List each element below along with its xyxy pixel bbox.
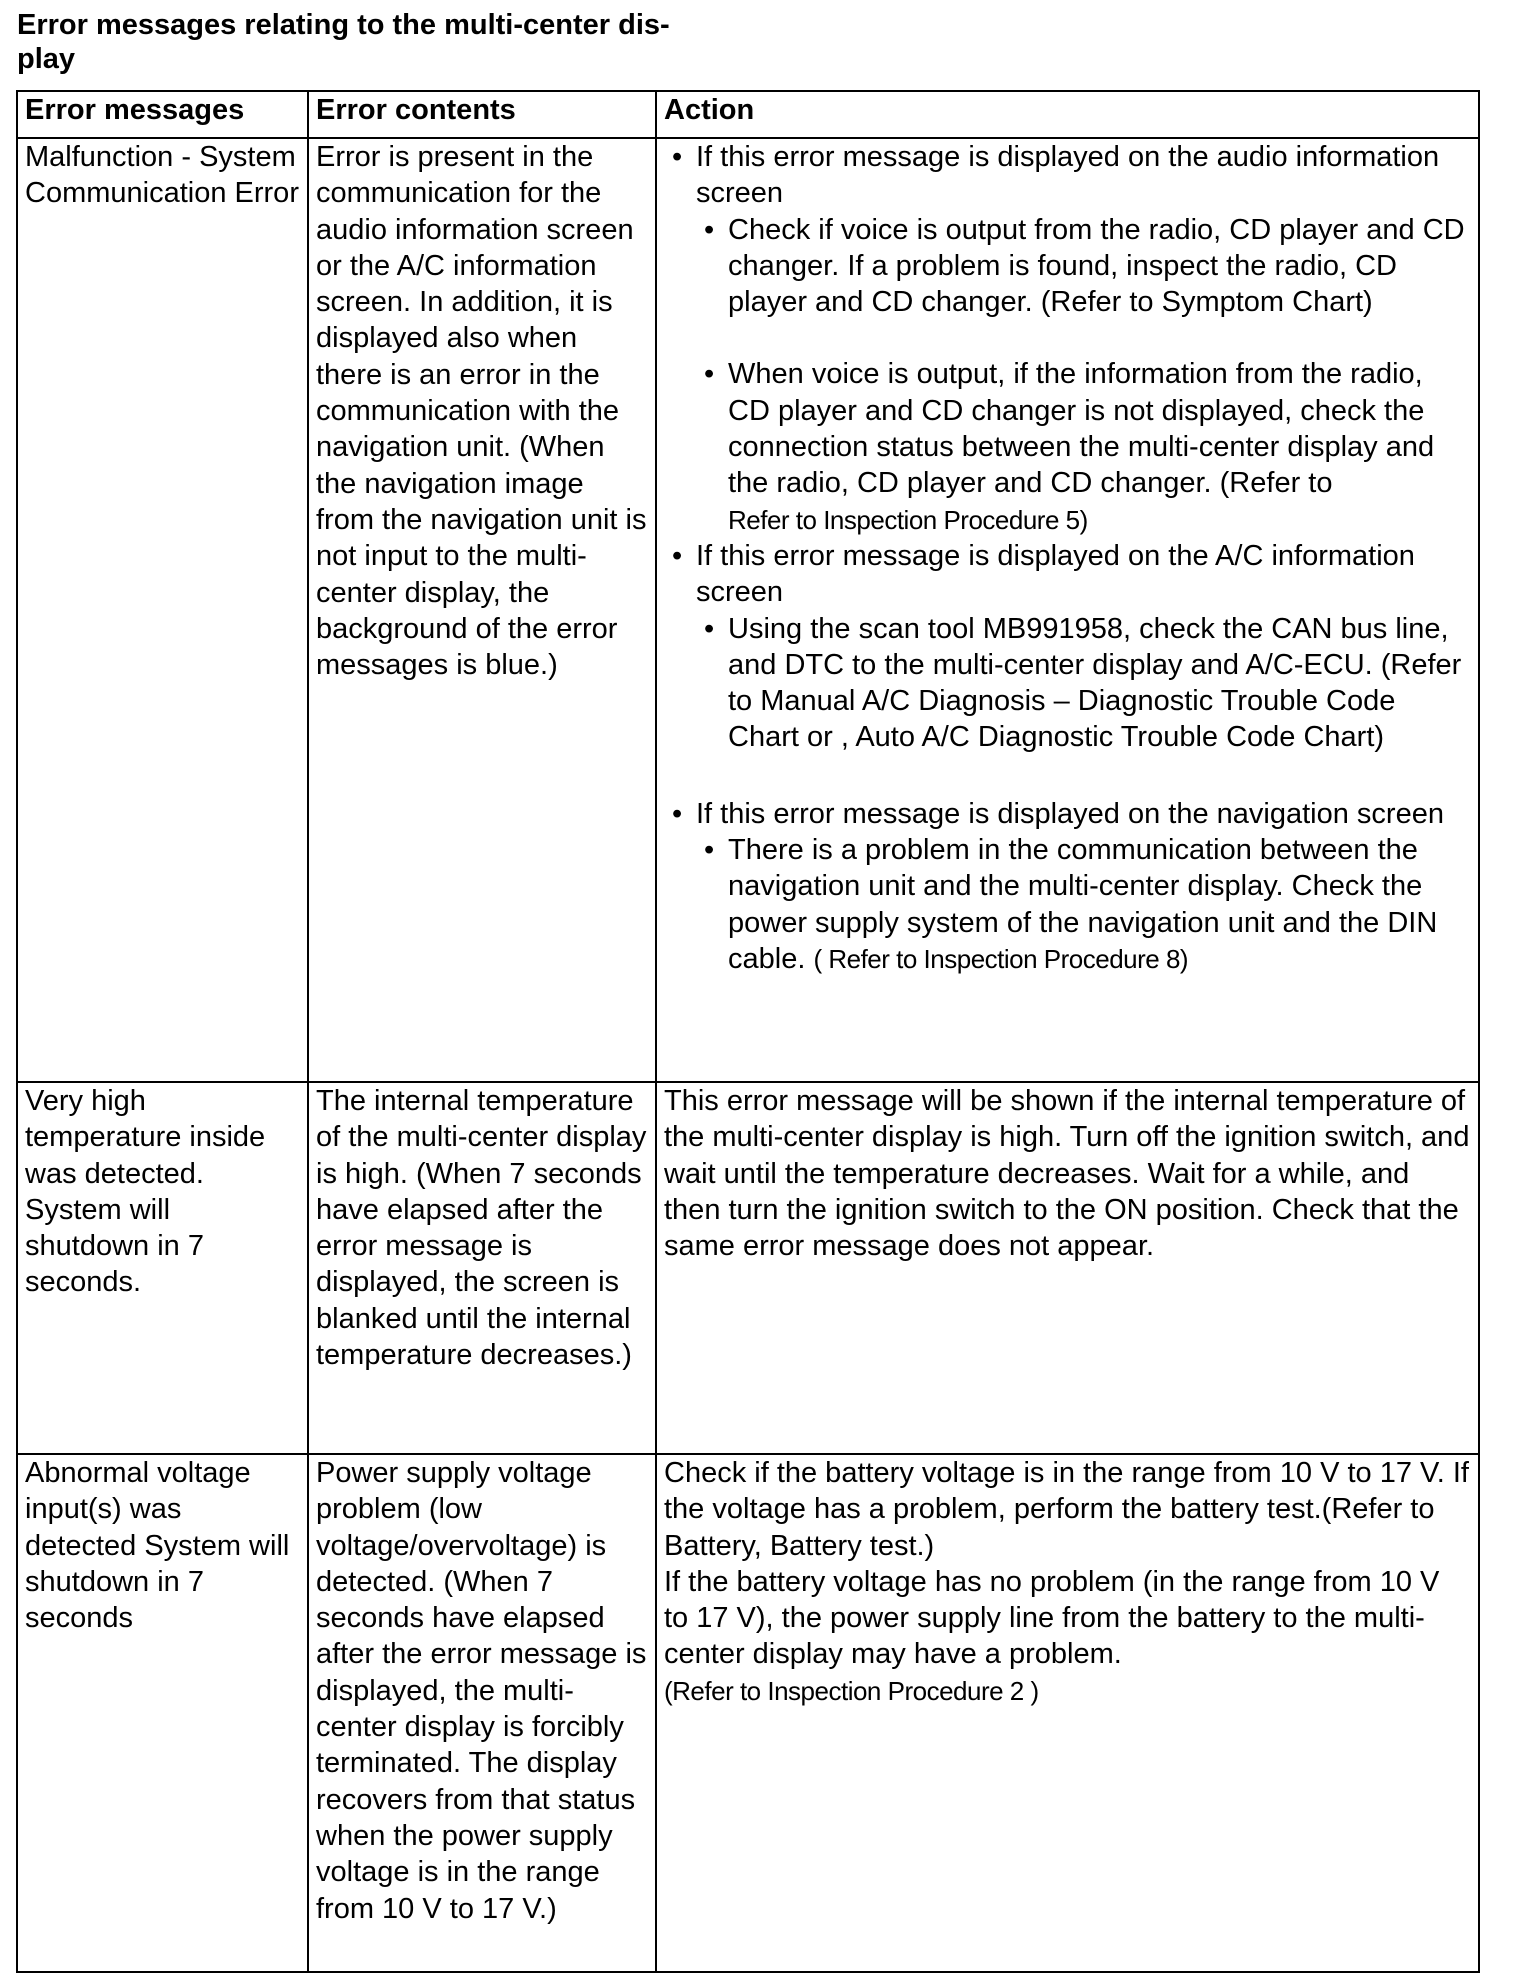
- error-message-cell: Very high temperature inside was detected. System will shutdown in 7 seconds.: [17, 1082, 308, 1454]
- error-message-cell: Malfunction - System Communication Error: [17, 138, 308, 1082]
- action-sub-bullet: [696, 356, 1470, 537]
- inspection-procedure-ref: (Refer to Inspection Procedure 2 ): [664, 1675, 1039, 1706]
- table-header-row: [17, 91, 1479, 138]
- action-paragraph: Check if the battery voltage is in the range from 10 V to 17 V. If the voltage has a problem, perform the battery test.(Refer to Battery, Battery test.): [664, 1457, 1469, 1562]
- title-line-2: play: [17, 43, 76, 75]
- inspection-procedure-ref: ( Refer to Inspection Procedure 8): [813, 943, 1189, 974]
- error-messages-table: [16, 90, 1480, 1973]
- table-row: [17, 1082, 1479, 1454]
- action-bullet: [664, 796, 1470, 977]
- header-error-contents: Error contents: [308, 91, 656, 138]
- action-sublist: [696, 832, 1470, 977]
- title-line-1: Error messages relating to the multi-center dis-: [17, 9, 670, 41]
- table-row: [17, 138, 1479, 1082]
- table-row: [17, 1454, 1479, 1972]
- action-paragraph: If the battery voltage has no problem (in the range from 10 V to 17 V), the power supply line from the battery to the multi-center display may have a problem.: [664, 1565, 1440, 1671]
- action-bullet-text: If this error message is displayed on the navigation screen: [696, 797, 1444, 830]
- action-sub-bullet-text: There is a problem in the communication between the navigation unit and the multi-center display. Check the power supply system of the navigation unit and the DIN cable.: [728, 834, 1438, 975]
- error-message-cell: Abnormal voltage input(s) was detected System will shutdown in 7 seconds: [17, 1454, 308, 1972]
- action-cell: This error message will be shown if the internal temperature of the multi-center display is high. Turn off the ignition switch, and wait until the temperature decreases. Wait for a while, and then turn the ignition switch to the ON position. Check that the same error message does not appear.: [656, 1082, 1479, 1454]
- action-bullet-text: If this error message is displayed on the audio information screen: [696, 141, 1440, 210]
- action-sublist: [696, 212, 1470, 538]
- action-cell: [656, 1454, 1479, 1972]
- action-list: [664, 139, 1470, 977]
- action-sub-bullet: [696, 611, 1470, 796]
- action-sublist: [696, 611, 1470, 796]
- page-title: [17, 8, 717, 76]
- error-contents-cell: The internal temperature of the multi-center display is high. (When 7 seconds have elapsed after the error message is displayed, the screen is blanked until the internal temperature decreases.): [308, 1082, 656, 1454]
- inspection-procedure-ref: Refer to Inspection Procedure 5): [728, 504, 1088, 535]
- header-error-messages: Error messages: [17, 91, 308, 138]
- action-sub-bullet: [696, 212, 1470, 357]
- action-sub-bullet-text: Using the scan tool MB991958, check the CAN bus line, and DTC to the multi-center display and A/C-ECU. (Refer to Manual A/C Diagnosis – Diagnostic Trouble Code Chart or , Auto A/C Diagnostic Trouble Code Chart): [728, 612, 1462, 754]
- action-bullet: [664, 139, 1470, 538]
- header-action: Action: [656, 91, 1479, 138]
- action-bullet-text: If this error message is displayed on the A/C information screen: [696, 539, 1415, 609]
- action-bullet: [664, 538, 1470, 796]
- action-sub-bullet: [696, 832, 1470, 977]
- action-sub-bullet-text: When voice is output, if the information from the radio, CD player and CD changer is not displayed, check the connection status between the multi-center display and the radio, CD player and CD changer. (Refer to: [728, 358, 1435, 500]
- error-contents-cell: Error is present in the communication for the audio information screen or the A/C information screen. In addition, it is displayed also when there is an error in the communication with the navigation unit. (When the navigation image from the navigation unit is not input to the multi-center display, the background of the error messages is blue.): [308, 138, 656, 1082]
- error-contents-cell: Power supply voltage problem (low voltage/overvoltage) is detected. (When 7 seconds have elapsed after the error message is displayed, the multi-center display is forcibly terminated. The display recovers from that status when the power supply voltage is in the range from 10 V to 17 V.): [308, 1454, 656, 1972]
- action-cell: [656, 138, 1479, 1082]
- action-sub-bullet-text: Check if voice is output from the radio, CD player and CD changer. If a problem is found, inspect the radio, CD player and CD changer. (Refer to Symptom Chart): [728, 213, 1465, 319]
